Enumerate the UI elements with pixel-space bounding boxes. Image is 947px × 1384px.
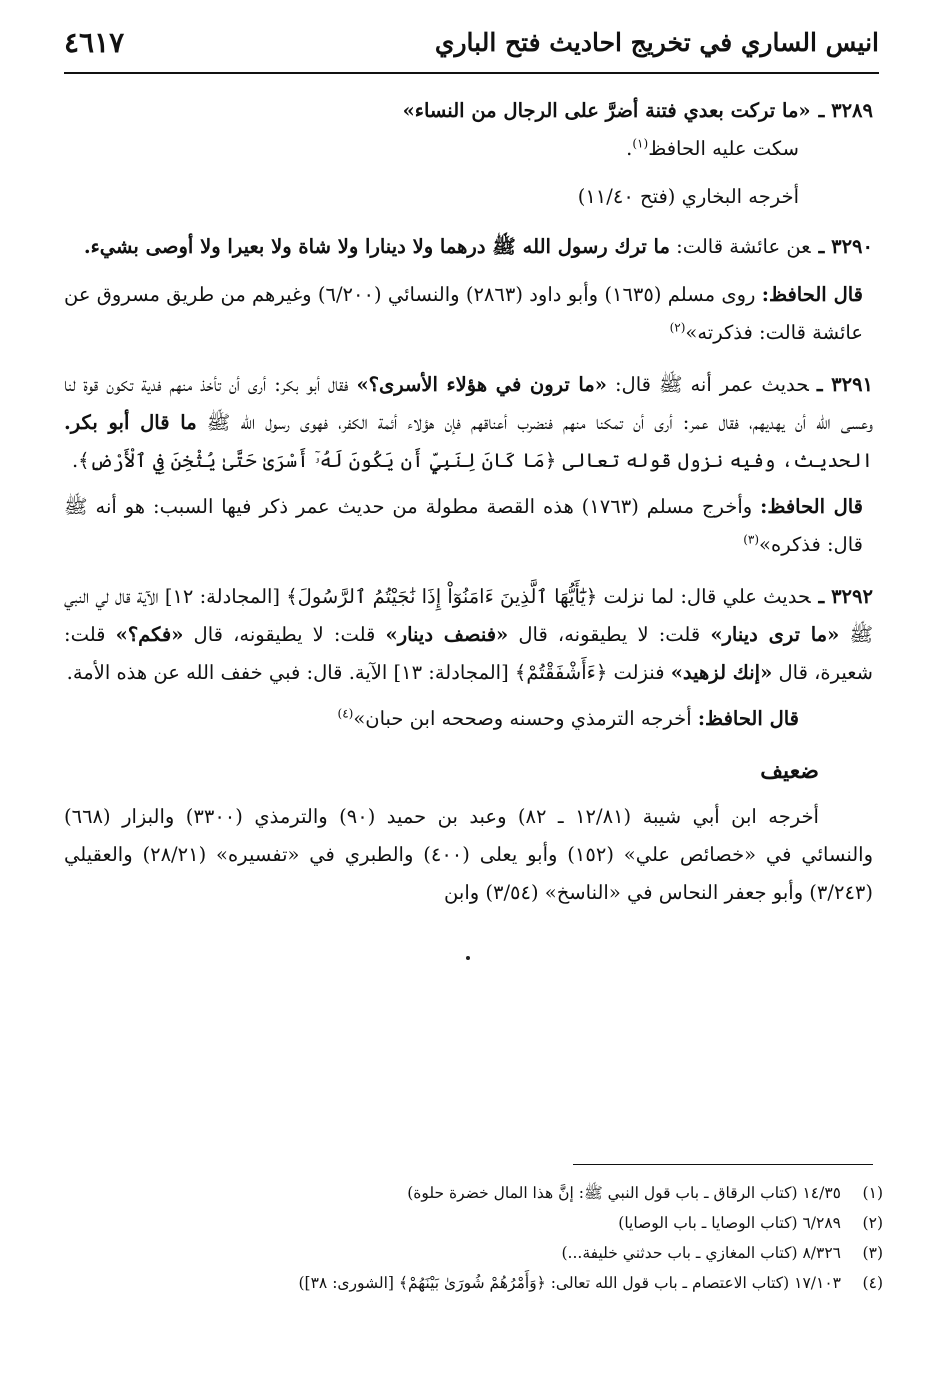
hafiz-text: أخرجه الترمذي وحسنه وصححه ابن حبان» — [353, 707, 692, 730]
hafiz-text: وأخرج مسلم (١٧٦٣) هذه القصة مطولة من حديث عمر ذكر فيها السبب: هو أنه ﷺ قال: فذكره» — [64, 495, 863, 556]
entry-3291 — [64, 366, 873, 480]
footnote-number: (١) — [862, 1184, 883, 1202]
comment-text: سكت عليه الحافظ — [648, 137, 799, 160]
entry-number: ٣٢٩٠ ـ — [818, 235, 873, 258]
hadith-quote-4: «إنك لزهيد» — [670, 661, 773, 684]
hafiz-label: قال الحافظ: — [761, 283, 863, 306]
footnote-ref: (٤) — [337, 706, 354, 721]
hafiz-note-3292 — [64, 700, 873, 738]
hadith-text: «ما تركت بعدي فتنة أضرَّ على الرجال من النساء» — [402, 99, 811, 122]
footnote-4 — [64, 1268, 883, 1298]
entry-number: ٣٢٩١ ـ — [816, 373, 874, 396]
hafiz-label: قال الحافظ: — [760, 495, 863, 518]
page-body — [64, 92, 873, 912]
ink-dot — [466, 956, 470, 960]
reply-text-3: قلت: شعيرة، قال — [64, 623, 873, 684]
hadith-text: ما ترك رسول الله ﷺ درهما ولا دينارا ولا شاة ولا بعيرا ولا أوصى بشيء. — [83, 235, 670, 258]
source-text: أخرجه البخاري (فتح ١١/٤٠) — [577, 185, 799, 208]
intro-text: عن عائشة قالت: — [676, 235, 811, 258]
footnote-text: ١٧/١٠٣ (كتاب الاعتصام ـ باب قول الله تعالى: ﴿وَأَمْرُهُمْ شُورَىٰ بَيْنَهُمْ﴾ [الشورى: ٣٨]) — [298, 1274, 841, 1292]
hadith-quote-2: «فنصف دينار» — [385, 623, 509, 646]
hafiz-note-3290 — [64, 276, 873, 352]
running-header — [64, 24, 879, 70]
entry-number: ٣٢٨٩ ـ — [818, 99, 873, 122]
takhrij-text: أخرجه ابن أبي شيبة (١٢/٨١ ـ ٨٢) وعبد بن حميد (٩٠) والترمذي (٣٣٠٠) والبزار (٦٦٨) والنسائي في «خصائص علي» (١٥٢) وأبو يعلى (٤٠٠) والطبري في «تفسيره» (٢٨/٢١) والعقيلي (٣/٢٤٣) وأبو جعفر النحاس في «الناسخ» (٣/٥٤) وابن — [64, 805, 873, 904]
entry-3290 — [64, 228, 873, 266]
page-number: ٤٦١٧ — [64, 26, 125, 59]
narration-text: فقال أبو بكر: أرى أن تأخذ منهم فدية تكون قوة لنا وعسى الله أن يهديهم، فقال عمر: أرى أن تمكنا منهم فنضرب أعناقهم فإن هؤلاء أئمة الكفر، فهوى رسول الله ﷺ — [64, 373, 873, 434]
footnote-rule — [573, 1164, 873, 1165]
reply-text-1: قلت: لا يطيقونه، قال — [518, 623, 701, 646]
hadith-quote-1: «ما ترى دينار» — [710, 623, 840, 646]
footnote-text: ٨/٣٢٦ (كتاب المغازي ـ باب حدثني خليفة...) — [561, 1244, 841, 1262]
footnote-number: (٣) — [862, 1244, 883, 1262]
footnote-number: (٢) — [862, 1214, 883, 1232]
hafiz-label: قال الحافظ: — [697, 707, 799, 730]
footnotes — [64, 1178, 883, 1298]
hadith-text: «ما ترون في هؤلاء الأسرى؟» — [356, 373, 607, 396]
punctuation: . — [626, 137, 633, 160]
reply-text-4: فنزلت ﴿ءَأَشْفَقْتُمْ﴾ [المجادلة: ١٣] الآية. قال: فبي خفف الله عن هذه الأمة. — [66, 661, 665, 684]
entry-3292 — [64, 578, 873, 692]
running-title: انيس الساري في تخريج احاديث فتح الباري — [434, 28, 879, 57]
header-rule — [64, 72, 879, 74]
footnote-text: ١٤/٣٥ (كتاب الرقاق ـ باب قول النبي ﷺ: إنَّ هذا المال خضرة حلوة) — [407, 1184, 841, 1202]
reply-text-2: قلت: لا يطيقونه، قال — [193, 623, 376, 646]
grade-label: ضعيف — [760, 758, 819, 784]
intro-text: حديث علي قال: لما نزلت ﴿يَٰٓأَيُّهَا ٱلَّذِينَ ءَامَنُوٓاْ إِذَا نَٰجَيْتُمُ ٱلرَّسُولَ﴾ [المجادلة: ١٢] الآية قال لي النبي ﷺ — [64, 585, 873, 646]
footnote-ref: (١) — [632, 136, 649, 151]
footnote-3 — [64, 1238, 883, 1268]
footnote-text: ٦/٢٨٩ (كتاب الوصايا ـ باب الوصايا) — [618, 1214, 841, 1232]
intro-text: حديث عمر أنه ﷺ قال: — [614, 373, 809, 396]
hafiz-text: روى مسلم (١٦٣٥) وأبو داود (٢٨٦٣) والنسائي (٦/٢٠٠) وغيرهم من طريق مسروق عن عائشة قالت: فذكرته» — [64, 283, 863, 344]
footnote-ref: (٣) — [743, 532, 760, 547]
hadith-quote-3: «فكم؟» — [115, 623, 184, 646]
narration-text-2: الحديث، وفيه نزول قوله تعالى ﴿مَا كَانَ لِنَبِيٍّ أَن يَكُونَ لَهُۥٓ أَسْرَىٰ حَتَّىٰ يُثْخِنَ فِي ٱلْأَرْضِ﴾. — [71, 449, 873, 472]
takhrij-paragraph — [64, 798, 873, 912]
footnote-2 — [64, 1208, 883, 1238]
hafiz-note-3291 — [64, 488, 873, 564]
footnote-ref: (٢) — [669, 320, 686, 335]
hadith-text-2: ما قال أبو بكر. — [64, 411, 197, 434]
footnote-1 — [64, 1178, 883, 1208]
entry-number: ٣٢٩٢ ـ — [818, 585, 873, 608]
footnote-number: (٤) — [862, 1274, 883, 1292]
entry-3289 — [64, 92, 873, 216]
